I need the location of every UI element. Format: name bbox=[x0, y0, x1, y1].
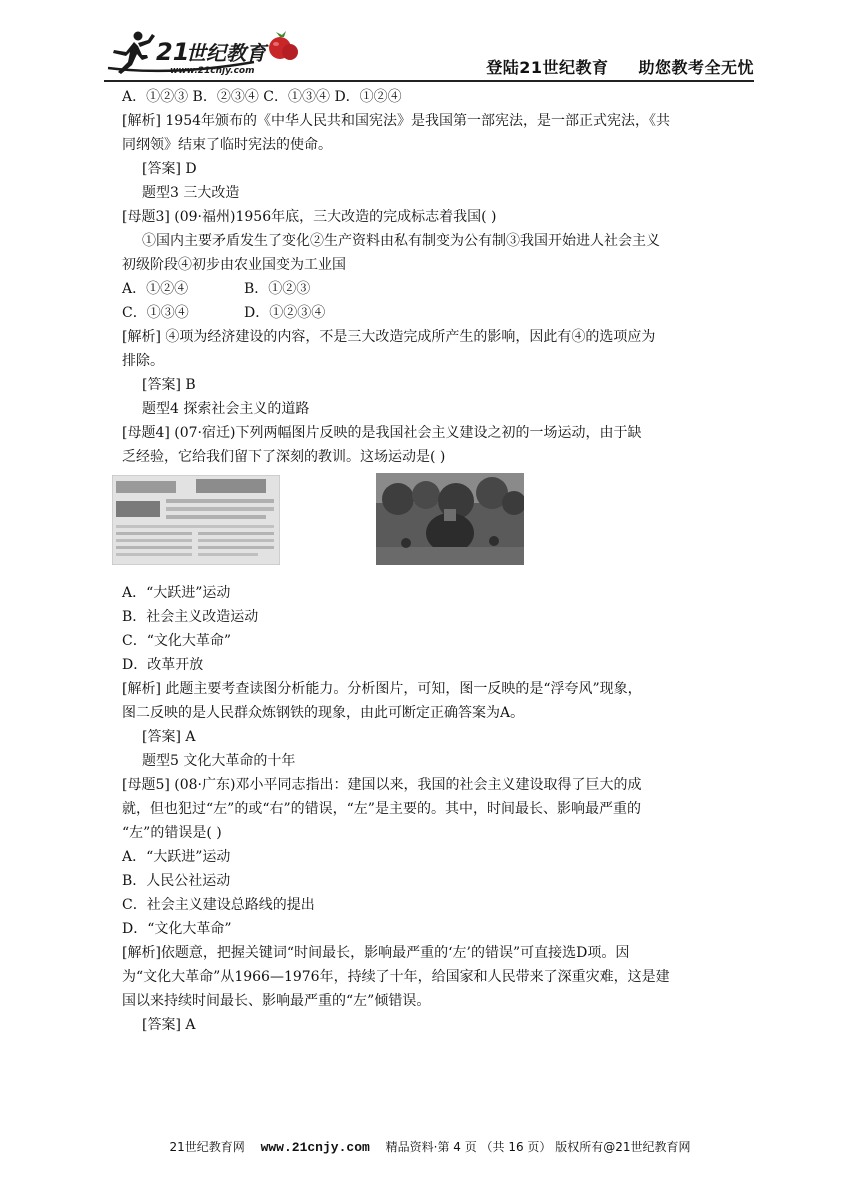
analysis-text-cont: 为“文化大革命”从1966—1976年，持续了十年，给国家和人民带来了深重灾难，这是建 bbox=[122, 969, 670, 985]
question-stem: [母题5] (08·广东)邓小平同志指出：建国以来，我国的社会主义建设取得了巨大的成 bbox=[122, 777, 642, 793]
option-b: B．社会主义改造运动 bbox=[122, 609, 259, 625]
21cnjy-logo bbox=[104, 28, 304, 76]
section-heading: 题型4 探索社会主义的道路 bbox=[142, 401, 310, 417]
analysis-text-cont: 同纲领》结束了临时宪法的使命。 bbox=[122, 137, 332, 153]
question-stem-cont: 就，但也犯过“左”的或“右”的错误，“左”是主要的。其中，时间最长、影响最严重的 bbox=[122, 801, 641, 817]
newspaper-image bbox=[112, 475, 280, 565]
option-d: D．改革开放 bbox=[122, 657, 204, 673]
footer-page-info: 精品资料·第 4 页 （共 16 页） 版权所有@21世纪教育网 bbox=[385, 1140, 691, 1154]
header-tagline bbox=[456, 55, 754, 78]
page-footer bbox=[0, 1138, 860, 1155]
runner-icon bbox=[113, 32, 155, 75]
question-stem: [母题4] (07·宿迁)下列两幅图片反映的是我国社会主义建设之初的一场运动，由于缺 bbox=[122, 425, 642, 441]
options-row bbox=[122, 301, 758, 325]
option-a: A．“大跃进”运动 bbox=[122, 585, 231, 601]
answer-label: [答案] B bbox=[142, 377, 196, 393]
question-statements: ①国内主要矛盾发生了变化②生产资料由私有制变为公有制③我国开始进人社会主义 bbox=[142, 233, 660, 249]
footer-site-name: 21世纪教育网 bbox=[169, 1140, 245, 1154]
photo-image bbox=[376, 473, 524, 565]
option-b: B．①②③ bbox=[244, 281, 311, 297]
question-stem-cont: 乏经验，它给我们留下了深刻的教训。这场运动是( ) bbox=[122, 449, 446, 465]
option-c: C．①③④ bbox=[122, 305, 189, 321]
svg-text:www.21cnjy.com: www.21cnjy.com bbox=[170, 66, 255, 76]
option-d: D．①②③④ bbox=[244, 305, 326, 321]
option-c: C．“文化大革命” bbox=[122, 633, 232, 649]
answer-label: [答案] A bbox=[142, 1017, 196, 1033]
analysis-text: [解析] 1954年颁布的《中华人民共和国宪法》是我国第一部宪法，是一部正式宪法，《共 bbox=[122, 113, 671, 129]
analysis-text: [解析] ④项为经济建设的内容，不是三大改造完成所产生的影响，因此有④的选项应为 bbox=[122, 329, 656, 345]
option-a: A．“大跃进”运动 bbox=[122, 849, 231, 865]
question-images bbox=[122, 473, 758, 579]
answer-label: [答案] A bbox=[142, 729, 196, 745]
analysis-text-cont: 排除。 bbox=[122, 353, 164, 369]
options-row bbox=[122, 277, 758, 301]
analysis-text: [解析]依题意，把握关键词“时间最长，影响最严重的‘左’的错误”可直接选D项。因 bbox=[122, 945, 630, 961]
option-a: A．①②④ bbox=[122, 281, 189, 297]
header-divider bbox=[104, 80, 754, 82]
analysis-text-cont: 国以来持续时间最长、影响最严重的“左”倾错误。 bbox=[122, 993, 431, 1009]
page-header bbox=[104, 28, 754, 82]
tagline-slogan: 助您教考全无忧 bbox=[638, 58, 754, 77]
section-heading: 题型3 三大改造 bbox=[142, 185, 240, 201]
analysis-text-cont: 图二反映的是人民群众炼钢铁的现象，由此可断定正确答案为A。 bbox=[122, 705, 525, 721]
question-stem: [母题3] (09·福州)1956年底，三大改造的完成标志着我国( ) bbox=[122, 209, 497, 225]
svg-text:21: 21 bbox=[156, 38, 190, 66]
section-heading: 题型5 文化大革命的十年 bbox=[142, 753, 296, 769]
option-b: B．人民公社运动 bbox=[122, 873, 231, 889]
tomato-icon bbox=[269, 31, 298, 60]
document-body bbox=[122, 85, 758, 1037]
svg-text:世纪教育: 世纪教育 bbox=[186, 41, 266, 65]
option-d: D．“文化大革命” bbox=[122, 921, 232, 937]
options-line: A．①②③ B．②③④ C．①③④ D．①②④ bbox=[122, 89, 402, 105]
analysis-text: [解析] 此题主要考查读图分析能力。分析图片，可知，图一反映的是“浮夸风”现象， bbox=[122, 681, 642, 697]
footer-url-link[interactable]: www.21cnjy.com bbox=[260, 1140, 370, 1155]
tagline-login: 登陆21世纪教育 bbox=[486, 58, 609, 77]
question-stem-cont: “左”的错误是( ) bbox=[122, 825, 222, 841]
option-c: C．社会主义建设总路线的提出 bbox=[122, 897, 315, 913]
question-statements-cont: 初级阶段④初步由农业国变为工业国 bbox=[122, 257, 346, 273]
answer-label: [答案] D bbox=[142, 161, 197, 177]
